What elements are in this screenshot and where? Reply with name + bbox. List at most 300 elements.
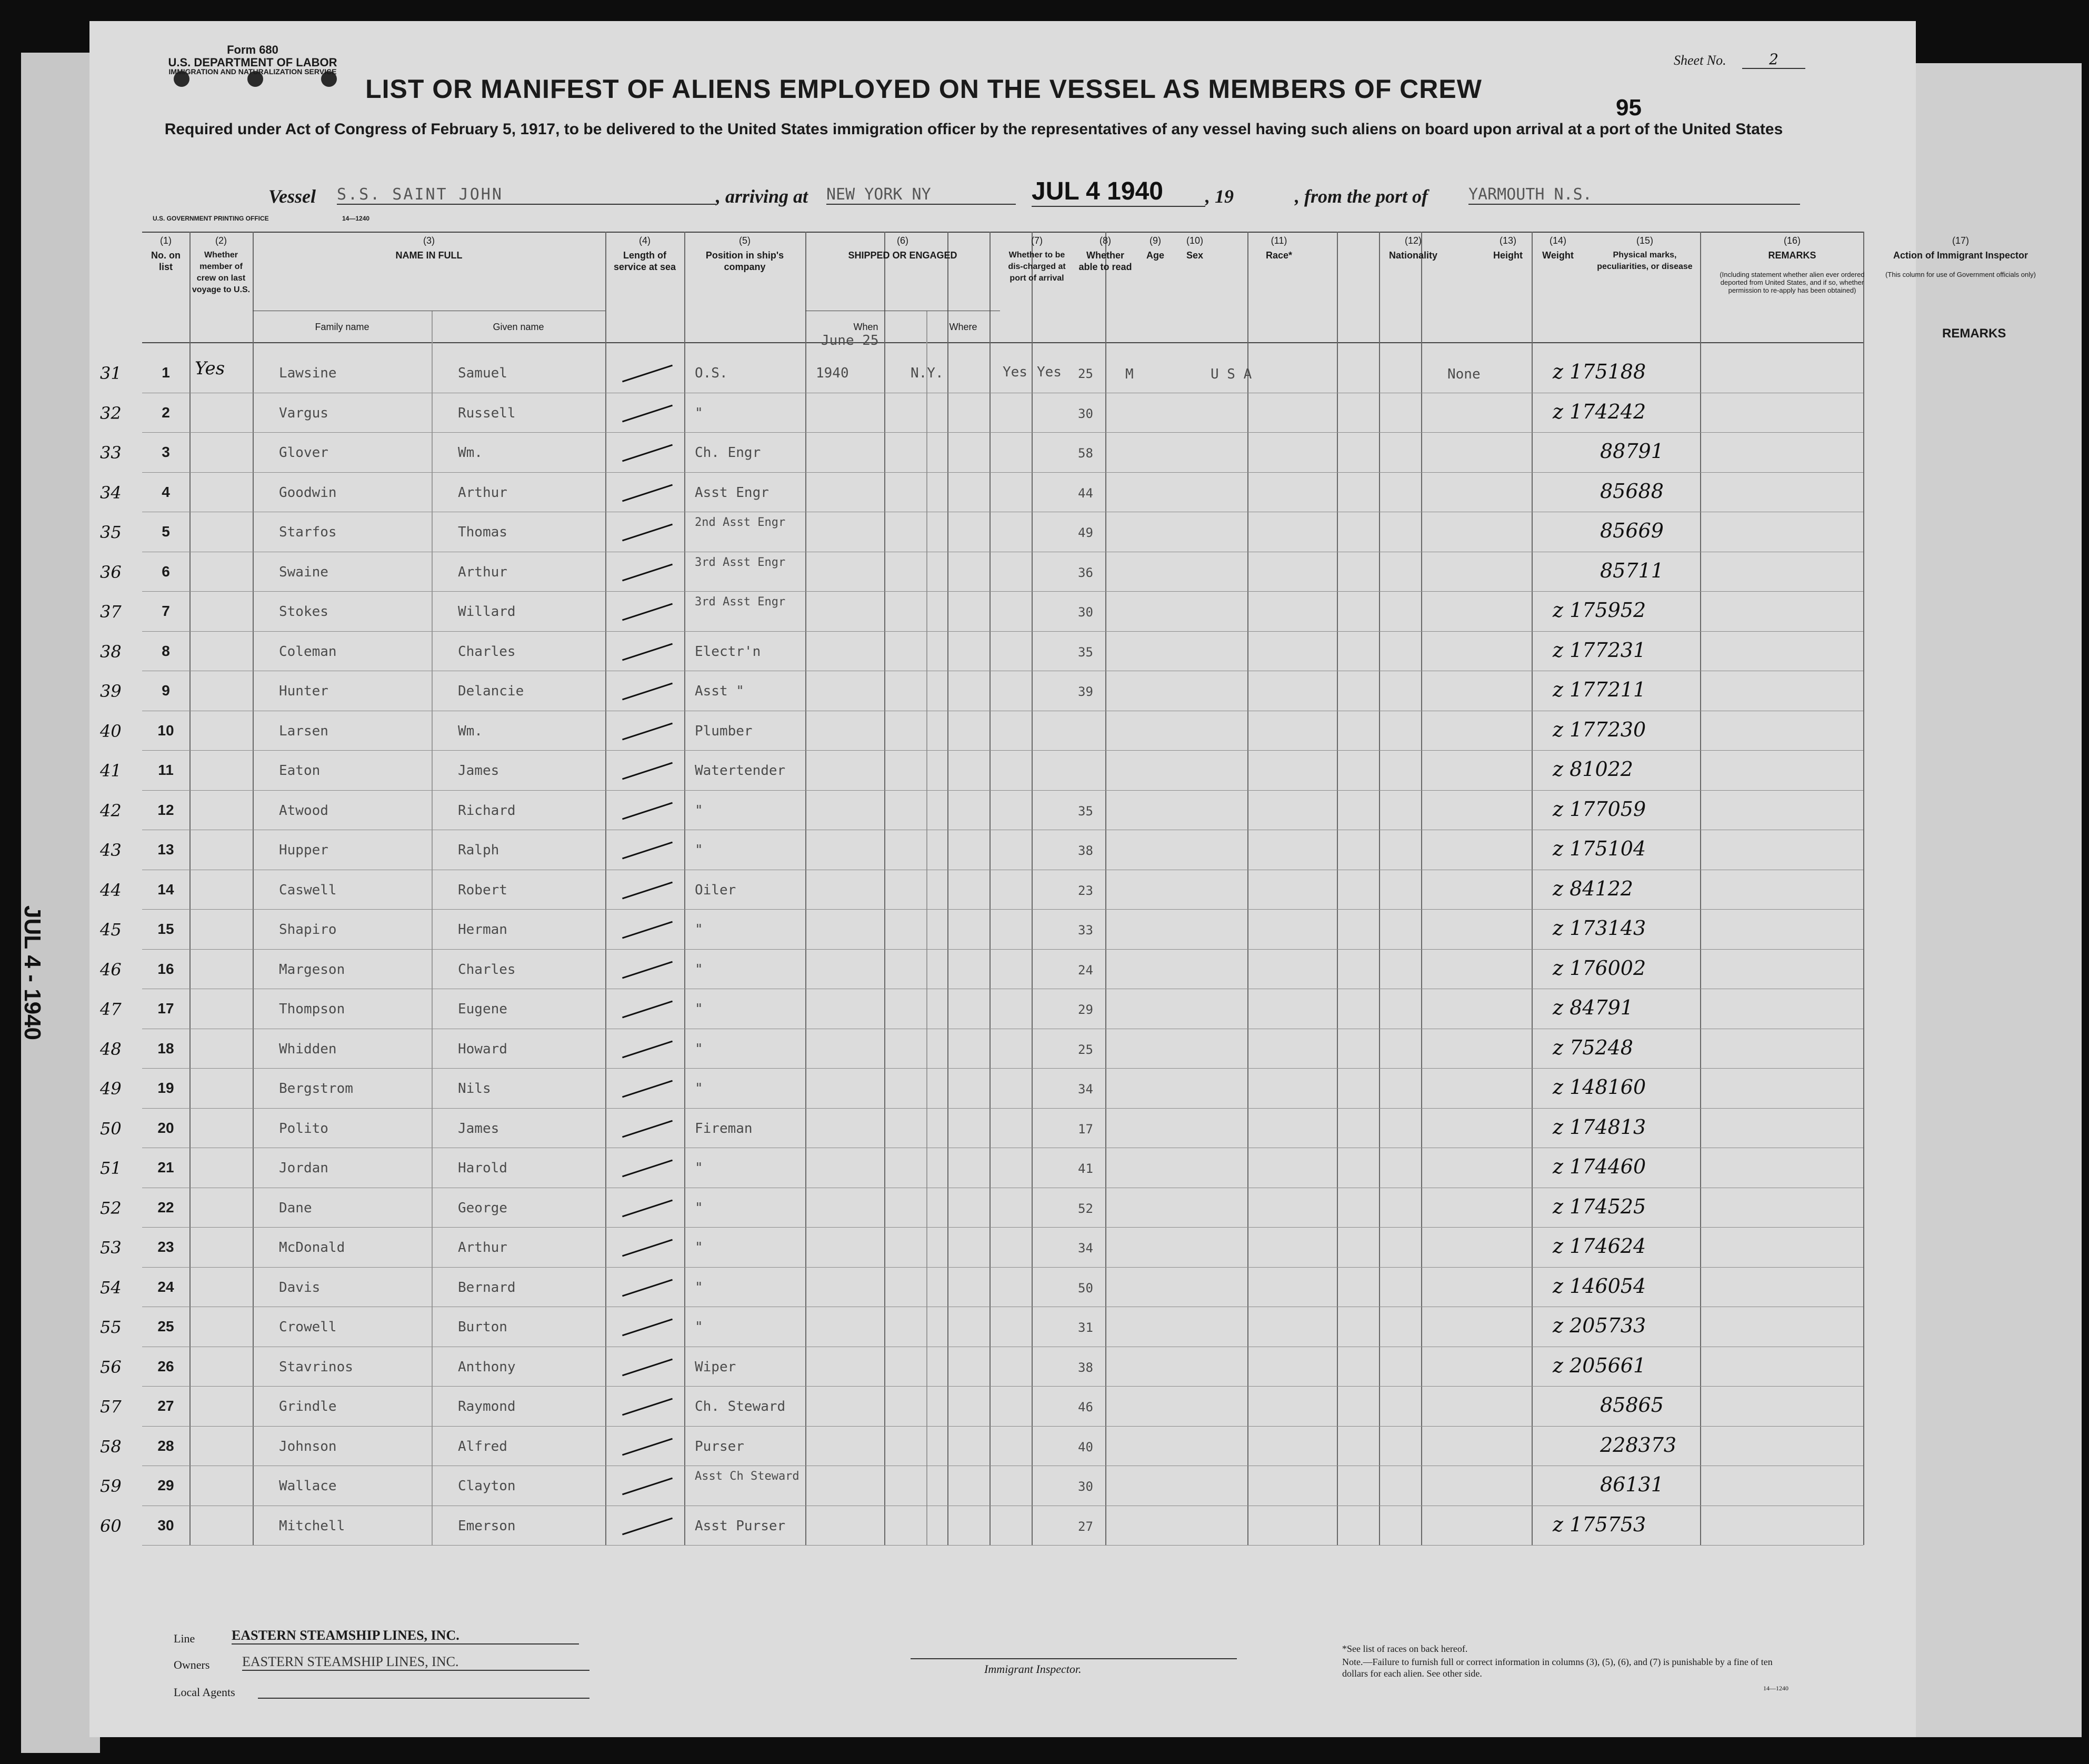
- given-name: Harold: [458, 1160, 507, 1176]
- column-rule: [1105, 232, 1106, 1545]
- column-number: (5): [739, 235, 751, 246]
- column-rule: [189, 232, 191, 1545]
- remarks-number: z 148160: [1553, 1075, 1646, 1099]
- row-number: 22: [157, 1199, 174, 1215]
- table-row-rule: [142, 1068, 1863, 1069]
- remarks-number: z 176002: [1553, 956, 1646, 980]
- row-number: 23: [157, 1239, 174, 1255]
- row-number: 24: [157, 1278, 174, 1295]
- sheet-line-number: 50: [100, 1118, 122, 1139]
- position: ": [695, 1200, 703, 1216]
- sheet-line-number: 49: [100, 1079, 122, 1099]
- footer-owners-value: EASTERN STEAMSHIP LINES, INC.: [242, 1654, 589, 1671]
- sheet-line-number: 35: [100, 522, 122, 542]
- given-name: Eugene: [458, 1001, 507, 1017]
- arrival-date-stamp: JUL 4 1940: [1032, 177, 1205, 207]
- service-tick-mark: [622, 643, 673, 661]
- service-tick-mark: [622, 1279, 673, 1297]
- column-subheader: Family name: [315, 322, 369, 332]
- column-header-label: Whether member of crew on last voyage to U.S.: [192, 251, 251, 294]
- sheet-line-number: 36: [100, 562, 122, 582]
- position: Asst Engr: [695, 484, 769, 501]
- age: 44: [1078, 485, 1093, 501]
- column-header-label: Whether to be dis-charged at port of arrival: [1008, 251, 1066, 283]
- position: Ch. Steward: [695, 1399, 786, 1414]
- table-row-rule: [142, 472, 1863, 473]
- column-number: (2): [215, 235, 227, 246]
- given-name: Howard: [458, 1041, 507, 1057]
- column-header-label: REMARKS: [1768, 250, 1816, 261]
- column-rule: [1247, 232, 1248, 1545]
- sheet-line-number: 51: [100, 1158, 122, 1178]
- sheet-line-number: 53: [100, 1238, 122, 1258]
- given-name: James: [458, 1120, 499, 1137]
- row-number: 30: [157, 1517, 174, 1533]
- family-name: Crowell: [279, 1319, 337, 1335]
- position: Asst Ch Steward: [695, 1470, 799, 1483]
- row-number: 18: [157, 1040, 174, 1057]
- given-name: Emerson: [458, 1518, 516, 1534]
- family-name: Shapiro: [279, 922, 337, 938]
- print-code: 14—1240: [342, 215, 370, 222]
- row-number: 10: [157, 722, 174, 739]
- position: ": [695, 802, 703, 819]
- shipped-when-top: June 25: [821, 333, 879, 348]
- family-name: Johnson: [279, 1438, 337, 1454]
- column-number: (13): [1499, 235, 1516, 246]
- family-name: Grindle: [279, 1399, 337, 1414]
- remarks-number: z 174242: [1553, 400, 1646, 423]
- sheet-line-number: 47: [100, 999, 122, 1019]
- given-name: Richard: [458, 802, 516, 819]
- row-number: 12: [157, 801, 174, 818]
- arriving-at: NEW YORK NY: [826, 185, 1016, 205]
- table-row-rule: [142, 1426, 1863, 1427]
- service-tick-mark: [622, 1080, 673, 1098]
- row-number: 9: [162, 682, 170, 699]
- family-name: Goodwin: [279, 484, 337, 501]
- footer-agents-label: Local Agents: [174, 1686, 235, 1699]
- age: 33: [1078, 923, 1093, 938]
- family-name: Jordan: [279, 1160, 328, 1176]
- remarks-number: z 174813: [1553, 1115, 1646, 1139]
- position: Asst Purser: [695, 1518, 786, 1534]
- position: ": [695, 1240, 703, 1255]
- column-number: (3): [423, 235, 435, 246]
- remarks-number: 85711: [1600, 559, 1664, 582]
- family-name: Atwood: [279, 802, 328, 819]
- column-header-label: Weight: [1542, 250, 1574, 261]
- family-name: Bergstrom: [279, 1081, 353, 1097]
- page-title: LIST OR MANIFEST OF ALIENS EMPLOYED ON THE VESSEL AS MEMBERS OF CREW: [365, 74, 1482, 104]
- footer-print-code: 14—1240: [1763, 1685, 1788, 1692]
- position: ": [695, 1160, 703, 1176]
- sheet-line-number: 52: [100, 1198, 122, 1218]
- service-tick-mark: [622, 563, 673, 581]
- table-row-rule: [142, 1108, 1863, 1109]
- age: 38: [1078, 1360, 1093, 1375]
- column-header-label: Physical marks, peculiarities, or disease: [1597, 251, 1693, 271]
- age: 24: [1078, 962, 1093, 978]
- arriving-label: , arriving at: [716, 186, 808, 207]
- family-name: Hupper: [279, 842, 328, 858]
- table-row-rule: [142, 1227, 1863, 1228]
- position: ": [695, 842, 703, 858]
- position: ": [695, 1081, 703, 1097]
- remarks-number: z 84122: [1553, 876, 1633, 900]
- sheet-number-label: Sheet No.: [1674, 53, 1726, 68]
- position: ": [695, 1001, 703, 1017]
- column-header-label: Action of Immigrant Inspector: [1893, 250, 2028, 261]
- remarks-number: z 173143: [1553, 916, 1646, 940]
- row-number: 11: [158, 762, 174, 778]
- table-row-rule: [142, 1545, 1863, 1546]
- remarks-number: 85688: [1600, 479, 1664, 503]
- remarks-number: z 175753: [1553, 1512, 1646, 1536]
- column-header-note: (This column for use of Government officials only): [1885, 271, 2036, 278]
- vessel-label: Vessel: [268, 186, 316, 207]
- service-tick-mark: [622, 1001, 673, 1019]
- sheet-line-number: 54: [100, 1277, 122, 1298]
- service-tick-mark: [622, 404, 673, 422]
- service-tick-mark: [622, 1319, 673, 1337]
- sheet-line-number: 56: [100, 1357, 122, 1377]
- age: 49: [1078, 525, 1093, 540]
- row-number: 8: [162, 642, 170, 659]
- remarks-number: z 75248: [1553, 1035, 1633, 1059]
- crew-table: [89, 221, 2036, 1600]
- family-name: Starfos: [279, 524, 337, 540]
- age: 34: [1078, 1082, 1093, 1097]
- sheet-line-number: 37: [100, 602, 122, 622]
- service-tick-mark: [622, 683, 673, 701]
- given-name: Ralph: [458, 842, 499, 858]
- position: ": [695, 1041, 703, 1057]
- position: ": [695, 922, 703, 938]
- given-name: Wm.: [458, 445, 483, 461]
- column-number: (16): [1783, 235, 1801, 246]
- service-tick-mark: [622, 1517, 673, 1535]
- column-header-label: Age: [1146, 250, 1164, 261]
- position: Electr'n: [695, 643, 761, 660]
- column-number: (9): [1150, 235, 1161, 246]
- service-tick-mark: [622, 961, 673, 979]
- service-tick-mark: [622, 1478, 673, 1496]
- family-name: Davis: [279, 1279, 321, 1295]
- remarks-number: 85865: [1600, 1393, 1664, 1417]
- inspector-signature-line: [911, 1658, 1237, 1659]
- family-name: Stokes: [279, 604, 328, 620]
- given-name: Samuel: [458, 365, 507, 381]
- column-number: (17): [1952, 235, 1969, 246]
- shipped-when: 1940: [816, 365, 849, 381]
- family-name: Lawsine: [279, 365, 337, 381]
- row-number: 17: [157, 1000, 174, 1016]
- service-tick-mark: [622, 1040, 673, 1058]
- column-subheader: Where: [949, 322, 977, 332]
- family-name: Caswell: [279, 882, 337, 898]
- row-number: 7: [162, 603, 170, 619]
- family-name: Thompson: [279, 1001, 345, 1017]
- footer-note: Note.—Failure to furnish full or correct information in columns (3), (5), (6), and (7) is punishable by a fine of ten dollars for each alien. See other side.: [1342, 1657, 1773, 1679]
- position: ": [695, 405, 703, 421]
- position: 3rd Asst Engr: [695, 555, 786, 569]
- sheet-line-number: 57: [100, 1397, 122, 1417]
- manifest-sheet: [89, 21, 2036, 1737]
- position: ": [695, 961, 703, 978]
- remarks-number: z 205733: [1553, 1314, 1646, 1337]
- age: 27: [1078, 1519, 1093, 1534]
- underlying-sheet-left: [21, 53, 100, 1753]
- sheet-line-number: 46: [100, 959, 122, 980]
- row-number: 6: [162, 563, 170, 580]
- remarks-number: z 174460: [1553, 1155, 1646, 1178]
- age: 30: [1078, 605, 1093, 620]
- table-row-rule: [142, 591, 1863, 592]
- column-number: (6): [897, 235, 908, 246]
- position: Ch. Engr: [695, 445, 761, 461]
- given-name: Wm.: [458, 723, 483, 739]
- remarks-number: z 177231: [1553, 638, 1646, 662]
- position: O.S.: [695, 365, 728, 381]
- last-voyage-flag: Yes: [195, 358, 225, 379]
- remarks-number: z 177059: [1553, 797, 1646, 821]
- page-number-stamp: 95: [1616, 95, 1642, 121]
- service-name: IMMIGRATION AND NATURALIZATION SERVICE: [168, 67, 337, 76]
- column-rule: [1337, 232, 1338, 1545]
- page-subtitle: Required under Act of Congress of February 5, 1917, to be delivered to the United States immigration officer by the representatives of any vessel having such aliens on board upon arrival at a port of the United States: [164, 121, 1783, 138]
- table-row-rule: [142, 949, 1863, 950]
- remarks-number: 88791: [1600, 440, 1664, 463]
- header-bottom-rule: [142, 342, 1863, 343]
- given-name: Delancie: [458, 683, 524, 699]
- remarks-number: z 81022: [1553, 758, 1633, 781]
- age: 30: [1078, 1479, 1093, 1494]
- position: Wiper: [695, 1359, 736, 1375]
- column-header-label: Nationality: [1388, 250, 1437, 261]
- column-number: (7): [1031, 235, 1043, 246]
- given-name: Clayton: [458, 1478, 516, 1494]
- footer-owners-label: Owners: [174, 1658, 210, 1671]
- column-rule: [1863, 232, 1864, 1545]
- given-name: Nils: [458, 1081, 491, 1097]
- position: Plumber: [695, 723, 753, 739]
- position: Oiler: [695, 882, 736, 898]
- given-name: Arthur: [458, 564, 507, 580]
- service-tick-mark: [622, 881, 673, 899]
- service-tick-mark: [622, 802, 673, 820]
- service-tick-mark: [622, 762, 673, 780]
- age: 40: [1078, 1439, 1093, 1454]
- service-tick-mark: [622, 524, 673, 542]
- position: 2nd Asst Engr: [695, 516, 786, 529]
- service-tick-mark: [622, 1398, 673, 1416]
- given-name: James: [458, 763, 499, 779]
- column-number: (12): [1404, 235, 1422, 246]
- remarks-number: z 174525: [1553, 1194, 1646, 1218]
- remarks-number: z 84791: [1553, 996, 1633, 1019]
- service-tick-mark: [622, 603, 673, 621]
- age: 29: [1078, 1002, 1093, 1017]
- remarks-number: z 175188: [1553, 360, 1646, 383]
- row-number: 26: [157, 1358, 174, 1374]
- given-name: Arthur: [458, 484, 507, 501]
- race: U S A: [1211, 366, 1252, 382]
- remarks-number: z 175952: [1553, 599, 1646, 622]
- position: ": [695, 1279, 703, 1295]
- family-name: Whidden: [279, 1041, 337, 1057]
- sheet-line-number: 38: [100, 641, 122, 662]
- remarks-number: z 177230: [1553, 717, 1646, 741]
- year-label: , 19: [1205, 186, 1234, 207]
- service-tick-mark: [622, 365, 673, 383]
- sheet-line-number: 32: [100, 403, 122, 423]
- remarks-number: z 175104: [1553, 837, 1646, 860]
- given-name: Willard: [458, 604, 516, 620]
- age: 17: [1078, 1121, 1093, 1137]
- column-header-label: Whether able to read: [1078, 250, 1132, 272]
- sheet-number: 2: [1742, 51, 1805, 69]
- table-row-rule: [142, 631, 1863, 632]
- service-tick-mark: [622, 722, 673, 740]
- column-subheader: When: [853, 322, 878, 332]
- given-name: Arthur: [458, 1240, 507, 1255]
- age: 41: [1078, 1161, 1093, 1176]
- sheet-line-number: 60: [100, 1516, 122, 1536]
- table-row-rule: [142, 750, 1863, 751]
- service-tick-mark: [622, 1358, 673, 1376]
- row-number: 3: [162, 444, 170, 460]
- sheet-line-number: 33: [100, 443, 122, 463]
- column-header-label: No. on list: [151, 250, 181, 272]
- family-name: Swaine: [279, 564, 328, 580]
- family-name: Stavrinos: [279, 1359, 353, 1375]
- row-number: 20: [157, 1119, 174, 1136]
- column-rule: [1700, 232, 1701, 1545]
- position: Asst ": [695, 683, 744, 699]
- sheet-line-number: 44: [100, 880, 122, 900]
- given-name: Bernard: [458, 1279, 516, 1295]
- column-rule: [1379, 232, 1380, 1545]
- given-name: Charles: [458, 643, 516, 660]
- sheet-line-number: 34: [100, 482, 122, 503]
- column-header-label: Position in ship's company: [705, 250, 784, 272]
- agents-underline: [258, 1698, 589, 1699]
- row-number: 16: [157, 960, 174, 977]
- row-number: 25: [157, 1318, 174, 1334]
- department-name: U.S. DEPARTMENT OF LABOR: [168, 56, 337, 69]
- given-name: Herman: [458, 922, 507, 938]
- age: 38: [1078, 843, 1093, 858]
- service-tick-mark: [622, 1160, 673, 1178]
- column-header-label: Height: [1493, 250, 1523, 261]
- side-date-stamp: JUL 4 - 1940: [19, 905, 45, 1041]
- footer-line-label: Line: [174, 1632, 195, 1645]
- column-rule: [884, 232, 885, 1545]
- footer-line-value: EASTERN STEAMSHIP LINES, INC.: [232, 1628, 579, 1645]
- row-number: 5: [162, 523, 170, 540]
- sheet-line-number: 41: [100, 761, 122, 781]
- sheet-line-number: 45: [100, 920, 122, 940]
- column-subheader: Given name: [493, 322, 544, 332]
- footer-races-note: *See list of races on back hereof.: [1342, 1643, 1468, 1654]
- position: Purser: [695, 1438, 744, 1454]
- row-number: 28: [157, 1437, 174, 1454]
- position: Watertender: [695, 763, 786, 779]
- family-name: Glover: [279, 445, 328, 461]
- age: 31: [1078, 1320, 1093, 1335]
- service-tick-mark: [622, 842, 673, 860]
- remarks-number: 85669: [1600, 519, 1664, 542]
- column-header-label: Race*: [1265, 250, 1293, 261]
- sheet-line-number: 48: [100, 1039, 122, 1059]
- underlying-sheet-right: [1900, 63, 2082, 1737]
- family-name: Polito: [279, 1120, 328, 1137]
- remarks-number: z 205661: [1553, 1353, 1646, 1377]
- row-number: 15: [157, 921, 174, 937]
- position: Fireman: [695, 1120, 753, 1137]
- column-number: (1): [160, 235, 172, 246]
- given-name: Russell: [458, 405, 516, 421]
- age: 36: [1078, 565, 1093, 580]
- table-row-rule: [142, 1386, 1863, 1387]
- service-tick-mark: [622, 1120, 673, 1138]
- age: 58: [1078, 446, 1093, 461]
- remarks-number: z 174624: [1553, 1234, 1646, 1258]
- column-header-label: SHIPPED OR ENGAGED: [848, 250, 957, 261]
- service-tick-mark: [622, 921, 673, 939]
- column-rule: [253, 232, 254, 1545]
- remarks-number: 86131: [1600, 1473, 1664, 1496]
- remarks-number: z 146054: [1553, 1274, 1646, 1298]
- sheet-line-number: 42: [100, 800, 122, 821]
- table-row-rule: [142, 909, 1863, 910]
- column-rule: [1421, 232, 1422, 1545]
- position: ": [695, 1319, 703, 1335]
- service-tick-mark: [622, 444, 673, 462]
- family-name: Mitchell: [279, 1518, 345, 1534]
- row-number: 14: [157, 881, 174, 898]
- position: 3rd Asst Engr: [695, 595, 786, 609]
- table-row-rule: [142, 432, 1863, 433]
- able-to-read-flag: Yes: [1037, 364, 1062, 380]
- column-number: (4): [639, 235, 651, 246]
- family-name: Eaton: [279, 763, 321, 779]
- age: 46: [1078, 1400, 1093, 1414]
- family-name: Dane: [279, 1200, 312, 1216]
- column-header-label: Sex: [1186, 250, 1204, 261]
- table-row-rule: [142, 1267, 1863, 1268]
- row-number: 21: [157, 1159, 174, 1175]
- remarks-number: 228373: [1600, 1433, 1677, 1457]
- printing-office: U.S. GOVERNMENT PRINTING OFFICE: [153, 215, 269, 222]
- age: 39: [1078, 684, 1093, 699]
- column-rule: [926, 311, 927, 1545]
- age: 25: [1078, 1042, 1093, 1057]
- from-port-label: , from the port of: [1295, 186, 1428, 207]
- header-top-rule: [142, 232, 1863, 233]
- service-tick-mark: [622, 1199, 673, 1217]
- age: 25: [1078, 366, 1093, 381]
- sheet-line-number: 43: [100, 840, 122, 860]
- family-name: Larsen: [279, 723, 328, 739]
- from-port: YARMOUTH N.S.: [1468, 185, 1800, 205]
- under-remarks-label: REMARKS: [1942, 326, 2006, 341]
- age: 35: [1078, 803, 1093, 819]
- column-rule: [989, 232, 991, 1545]
- column-number: (11): [1271, 235, 1287, 246]
- age: 35: [1078, 644, 1093, 660]
